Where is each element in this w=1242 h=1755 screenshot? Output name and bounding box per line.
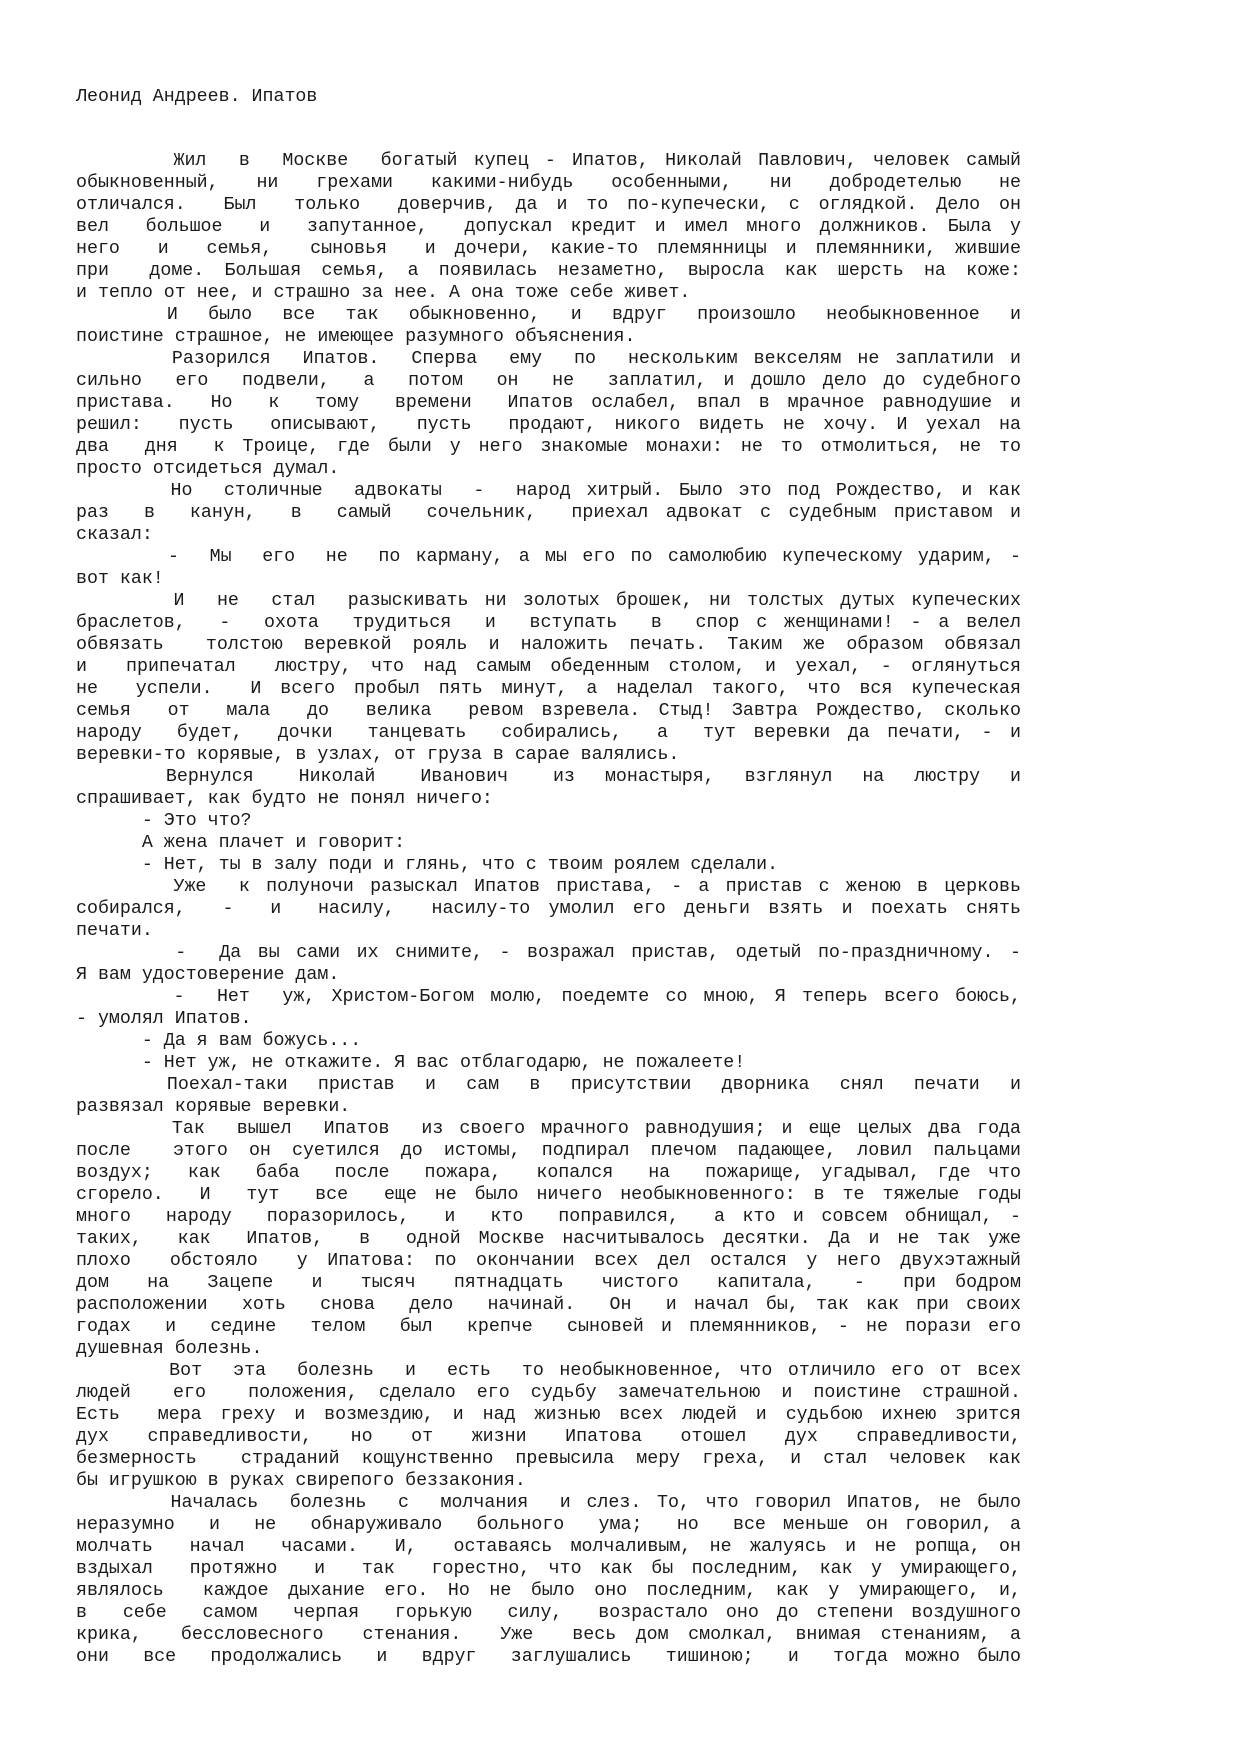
text-line: два дня к Троице, где были у него знакомые монахи: не то отмолиться, не то xyxy=(76,437,1021,457)
text-line: вот как! xyxy=(76,569,164,589)
text-line: дух справедливости, но от жизни Ипатова отошел дух справедливости, xyxy=(76,1427,1021,1447)
text-line: Началась болезнь с молчания и слез. То, что говорил Ипатов, не было xyxy=(76,1493,1021,1513)
text-line: душевная болезнь. xyxy=(76,1339,263,1359)
text-line: пристава. Но к тому времени Ипатов ослабел, впал в мрачное равнодушие и xyxy=(76,393,1021,413)
text-line: сказал: xyxy=(76,525,153,545)
text-line: людей его положения, сделало его судьбу замечательною и поистине страшной. xyxy=(76,1383,1021,1403)
text-line: - Да вы сами их снимите, - возражал пристав, одетый по-праздничному. - xyxy=(76,943,1021,963)
text-line: И не стал разыскивать ни золотых брошек, ни толстых дутых купеческих xyxy=(76,591,1021,611)
text-line: браслетов, - охота трудиться и вступать в спор с женщинами! - а велел xyxy=(76,613,1021,633)
text-line: - Нет, ты в залу поди и глянь, что с твоим роялем сделали. xyxy=(76,855,779,875)
text-line: много народу поразорилось, и кто поправился, а кто и совсем обнищал, - xyxy=(76,1207,1021,1227)
text-line: воздух; как баба после пожара, копался на пожарище, угадывал, где что xyxy=(76,1163,1021,1183)
text-line: обыкновенный, ни грехами какими-нибудь особенными, ни добродетелью не xyxy=(76,173,1021,193)
document-page xyxy=(76,86,1021,1667)
text-line: собирался, - и насилу, насилу-то умолил его деньги взять и поехать снять xyxy=(76,899,1021,919)
text-line: и тепло от нее, и страшно за нее. А она тоже себе живет. xyxy=(76,283,691,303)
text-line: таких, как Ипатов, в одной Москве насчитывалось десятки. Да и не так уже xyxy=(76,1229,1021,1249)
text-line: бы игрушкою в руках свирепого беззакония. xyxy=(76,1471,526,1491)
text-line: Есть мера греху и возмездию, и над жизнью всех людей и судьбою ихнею зрится xyxy=(76,1405,1021,1425)
text-line: неразумно и не обнаруживало больного ума; но все меньше он говорил, а xyxy=(76,1515,1021,1535)
text-line: после этого он суетился до истомы, подпирал плечом падающее, ловил пальцами xyxy=(76,1141,1021,1161)
text-line: печати. xyxy=(76,921,153,941)
text-line: веревки-то корявые, в узлах, от груза в сарае валялись. xyxy=(76,745,680,765)
text-line: - Нет уж, не откажите. Я вас отблагодарю, не пожалеете! xyxy=(76,1053,746,1073)
text-line: - Мы его не по карману, а мы его по самолюбию купеческому ударим, - xyxy=(76,547,1021,567)
text-line: вздыхал протяжно и так горестно, что как бы последним, как у умирающего, xyxy=(76,1559,1021,1579)
text-line: молчать начал часами. И, оставаясь молчаливым, не жалуясь и не ропща, он xyxy=(76,1537,1021,1557)
story-body xyxy=(76,150,1021,1668)
text-line: поистине страшное, не имеющее разумного объяснения. xyxy=(76,327,636,347)
text-line: семья от мала до велика ревом взревела. Стыд! Завтра Рождество, сколько xyxy=(76,701,1021,721)
text-line: Но столичные адвокаты - народ хитрый. Было это под Рождество, и как xyxy=(76,481,1021,501)
text-line: и припечатал люстру, что над самым обеденным столом, и уехал, - оглянуться xyxy=(76,657,1021,677)
text-line: расположении хоть снова дело начинай. Он и начал бы, так как при своих xyxy=(76,1295,1021,1315)
text-line: раз в канун, в самый сочельник, приехал адвокат с судебным приставом и xyxy=(76,503,1021,523)
text-line: дом на Зацепе и тысяч пятнадцать чистого капитала, - при бодром xyxy=(76,1273,1021,1293)
text-line: они все продолжались и вдруг заглушались тишиною; и тогда можно было xyxy=(76,1647,1021,1667)
text-line: решил: пусть описывают, пусть продают, никого видеть не хочу. И уехал на xyxy=(76,415,1021,435)
text-line: просто отсидеться думал. xyxy=(76,459,340,479)
text-line: обвязать толстою веревкой рояль и наложить печать. Таким же образом обвязал xyxy=(76,635,1021,655)
text-line: не успели. И всего пробыл пять минут, а наделал такого, что вся купеческая xyxy=(76,679,1021,699)
text-line: развязал корявые веревки. xyxy=(76,1097,351,1117)
page-title: Леонид Андреев. Ипатов xyxy=(76,87,318,107)
text-line: вел большое и запутанное, допускал кредит и имел много должников. Была у xyxy=(76,217,1021,237)
text-line: Я вам удостоверение дам. xyxy=(76,965,340,985)
text-line: А жена плачет и говорит: xyxy=(76,833,406,853)
text-line: крика, бессловесного стенания. Уже весь дом смолкал, внимая стенаниям, а xyxy=(76,1625,1021,1645)
text-line: отличался. Был только доверчив, да и то по-купечески, с оглядкой. Дело он xyxy=(76,195,1021,215)
text-line: безмерность страданий кощунственно превысила меру греха, и стал человек как xyxy=(76,1449,1021,1469)
text-line: Уже к полуночи разыскал Ипатов пристава, - а пристав с женою в церковь xyxy=(76,877,1021,897)
text-line: - Нет уж, Христом-Богом молю, поедемте со мною, Я теперь всего боюсь, xyxy=(76,987,1021,1007)
text-line: спрашивает, как будто не понял ничего: xyxy=(76,789,493,809)
text-line: Жил в Москве богатый купец - Ипатов, Николай Павлович, человек самый xyxy=(76,151,1021,171)
text-line: являлось каждое дыхание его. Но не было оно последним, как у умирающего, и, xyxy=(76,1581,1021,1601)
text-line: Вернулся Николай Иванович из монастыря, взглянул на люстру и xyxy=(76,767,1021,787)
text-line: народу будет, дочки танцевать собирались, а тут веревки да печати, - и xyxy=(76,723,1021,743)
text-line: Вот эта болезнь и есть то необыкновенное, что отличило его от всех xyxy=(76,1361,1021,1381)
text-line: годах и седине телом был крепче сыновей и племянников, - не порази его xyxy=(76,1317,1021,1337)
text-line: Так вышел Ипатов из своего мрачного равнодушия; и еще целых два года xyxy=(76,1119,1021,1139)
text-line: плохо обстояло у Ипатова: по окончании всех дел остался у него двухэтажный xyxy=(76,1251,1021,1271)
text-line: - умолял Ипатов. xyxy=(76,1009,252,1029)
text-line: - Да я вам божусь... xyxy=(76,1031,362,1051)
text-line: Разорился Ипатов. Сперва ему по нескольким векселям не заплатили и xyxy=(76,349,1021,369)
text-line: Поехал-таки пристав и сам в присутствии дворника снял печати и xyxy=(76,1075,1021,1095)
text-line: сильно его подвели, а потом он не заплатил, и дошло дело до судебного xyxy=(76,371,1021,391)
text-line: при доме. Большая семья, а появилась незаметно, выросла как шерсть на коже: xyxy=(76,261,1021,281)
text-line: - Это что? xyxy=(76,811,252,831)
text-line: в себе самом черпая горькую силу, возрастало оно до степени воздушного xyxy=(76,1603,1021,1623)
text-line: него и семья, сыновья и дочери, какие-то племянницы и племянники, жившие xyxy=(76,239,1021,259)
text-line: сгорело. И тут все еще не было ничего необыкновенного: в те тяжелые годы xyxy=(76,1185,1021,1205)
text-line: И было все так обыкновенно, и вдруг произошло необыкновенное и xyxy=(76,305,1021,325)
